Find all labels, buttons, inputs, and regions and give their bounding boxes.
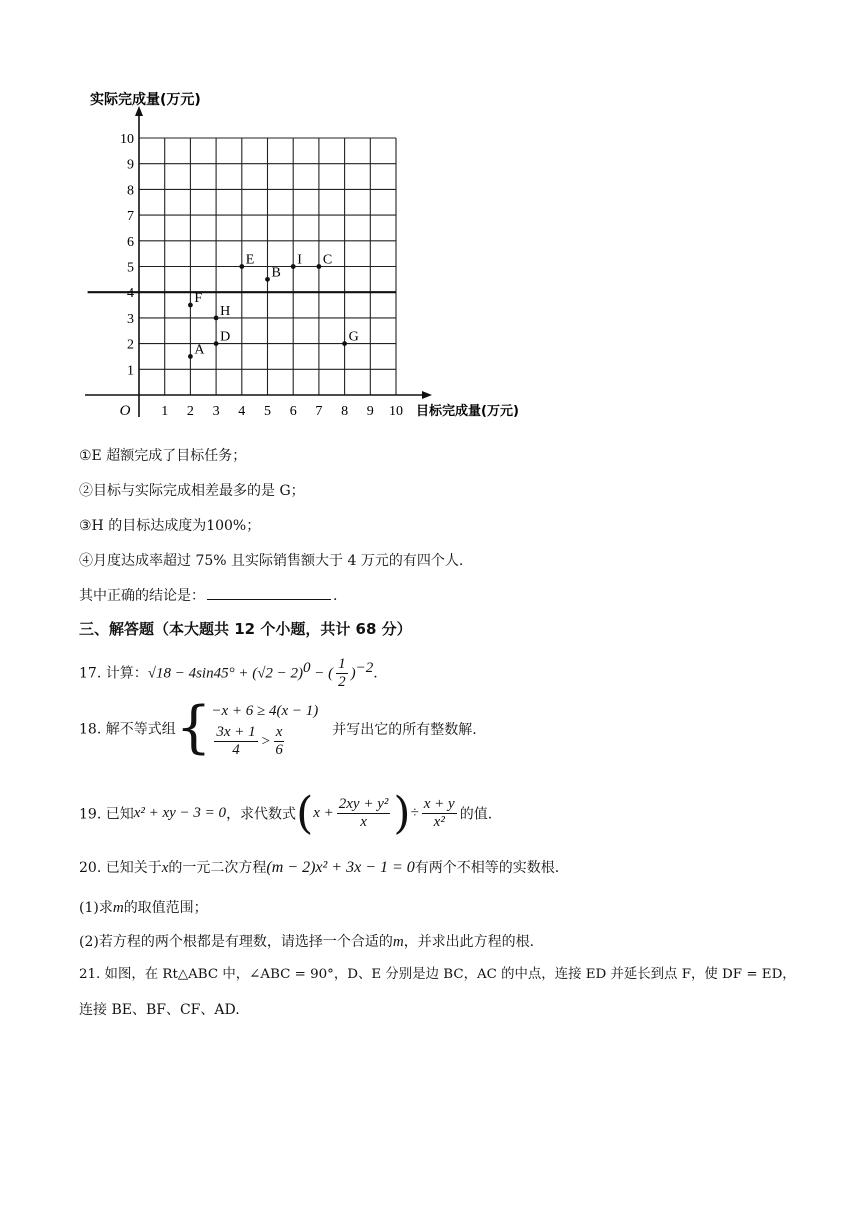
question-18 bbox=[79, 695, 477, 761]
point-label: A bbox=[194, 342, 205, 358]
q18-row2-num: 3x + 1 bbox=[216, 724, 256, 740]
data-point bbox=[214, 316, 219, 321]
q17-expr-a: √18 − 4sin45° + (√2 − 2) bbox=[147, 665, 304, 682]
q20-mid: 的一元二次方程 bbox=[168, 860, 267, 876]
q18-row2-rnum: x bbox=[275, 724, 283, 740]
q18-row2-rfrac bbox=[274, 724, 285, 759]
q18-prefix: 18. 解不等式组 bbox=[79, 721, 176, 738]
y-tick-label: 2 bbox=[127, 337, 134, 353]
y-tick-label: 1 bbox=[127, 363, 134, 379]
point-label: C bbox=[322, 252, 333, 268]
x-tick-label: 9 bbox=[366, 404, 374, 419]
q17-fraction bbox=[336, 656, 348, 691]
q17-minus: − ( bbox=[310, 665, 334, 682]
data-point bbox=[265, 277, 270, 282]
data-point bbox=[291, 264, 296, 269]
x-tick-label: 3 bbox=[212, 404, 220, 419]
q18-suffix: 并写出它的所有整数解. bbox=[332, 721, 477, 738]
statement-4: ④月度达成率超过 75% 且实际销售额大于 4 万元的有四个人. bbox=[79, 553, 464, 569]
question-20-part-2 bbox=[79, 932, 534, 952]
x-tick-label: 6 bbox=[289, 404, 297, 419]
data-point bbox=[214, 341, 219, 346]
q20-p1-suffix: 的取值范围； bbox=[123, 900, 208, 916]
q20-p1: (1)求 bbox=[79, 900, 113, 916]
q19-prefix: 19. 已知 bbox=[79, 806, 134, 823]
statement-2: ②目标与实际完成相差最多的是 G； bbox=[79, 483, 305, 499]
answer-blank[interactable] bbox=[207, 585, 331, 600]
data-point bbox=[239, 264, 244, 269]
q20-p1-var: m bbox=[112, 900, 124, 916]
q19-x-plus: x + bbox=[313, 805, 334, 821]
q18-row2-den: 4 bbox=[232, 742, 240, 758]
q17-den: 2 bbox=[338, 674, 346, 690]
q19-f2-num: x + y bbox=[423, 796, 455, 812]
y-tick-label: 9 bbox=[127, 157, 134, 173]
y-tick-label: 7 bbox=[127, 209, 134, 225]
q20-prefix: 20. 已知关于 bbox=[79, 860, 162, 876]
q17-num: 1 bbox=[338, 656, 346, 672]
origin-label: O bbox=[119, 403, 131, 419]
q18-row2 bbox=[211, 724, 318, 759]
q18-row2-rden: 6 bbox=[275, 742, 283, 758]
q19-f2-den: x² bbox=[433, 814, 445, 830]
point-label: F bbox=[194, 291, 203, 307]
q19-rparen: ) bbox=[393, 788, 411, 839]
x-axis-arrow bbox=[422, 391, 432, 399]
point-label: D bbox=[220, 329, 231, 345]
q20-equation: (m − 2)x² + 3x − 1 = 0 bbox=[266, 859, 415, 876]
x-tick-label: 7 bbox=[315, 404, 323, 419]
q18-row2-gt: > bbox=[260, 733, 271, 750]
q20-var-x: x bbox=[161, 860, 169, 876]
x-tick-label: 10 bbox=[389, 404, 403, 419]
section-3-heading: 三、解答题（本大题共 12 个小题，共计 68 分） bbox=[79, 620, 412, 638]
conclusion-prefix: 其中正确的结论是： bbox=[79, 588, 205, 604]
point-label: I bbox=[297, 252, 302, 268]
q20-p2-suffix: ，并求出此方程的根. bbox=[403, 934, 535, 950]
point-label: E bbox=[245, 252, 255, 268]
point-label: H bbox=[220, 303, 231, 319]
chart bbox=[78, 82, 548, 427]
q19-frac2 bbox=[422, 796, 457, 831]
y-tick-label: 5 bbox=[127, 260, 134, 276]
data-point bbox=[188, 354, 193, 359]
q18-row1: −x + 6 ≥ 4(x − 1) bbox=[211, 703, 319, 719]
x-tick-label: 4 bbox=[238, 404, 246, 419]
conclusion-suffix: . bbox=[333, 588, 338, 604]
chart-svg bbox=[78, 82, 548, 427]
q19-f1-num: 2xy + y² bbox=[338, 796, 389, 812]
y-tick-label: 6 bbox=[127, 234, 134, 250]
question-21-line-1: 21. 如图，在 Rt△ABC 中，∠ABC = 90°，D、E 分别是边 BC，AC 的中点，连接 ED 并延长到点 F，使 DF = ED， bbox=[79, 967, 796, 982]
y-tick-label: 8 bbox=[127, 183, 134, 199]
q17-end: . bbox=[373, 665, 378, 682]
q18-row2-lfrac bbox=[214, 724, 257, 759]
question-19 bbox=[79, 788, 492, 839]
x-tick-label: 2 bbox=[186, 404, 194, 419]
q17-exp0: 0 bbox=[303, 659, 311, 676]
q19-f1-den: x bbox=[360, 814, 367, 830]
x-axis-title: 目标完成量(万元) bbox=[416, 404, 519, 419]
q19-lparen: ( bbox=[296, 788, 314, 839]
statement-1: ①E 超额完成了目标任务； bbox=[79, 448, 247, 464]
y-axis-title: 实际完成量(万元) bbox=[90, 92, 201, 108]
q18-system bbox=[211, 698, 318, 759]
x-tick-label: 1 bbox=[161, 404, 169, 419]
question-21-line-2: 连接 BE、BF、CF、AD. bbox=[79, 1002, 240, 1018]
point-label: B bbox=[271, 265, 281, 281]
statement-3: ③H 的目标达成度为100%； bbox=[79, 518, 261, 534]
q17-prefix: 17. 计算： bbox=[79, 665, 148, 682]
q19-div: ÷ bbox=[410, 805, 419, 821]
data-point bbox=[342, 341, 347, 346]
conclusion-line bbox=[79, 585, 337, 606]
q17-close: ) bbox=[350, 665, 356, 682]
y-tick-label: 10 bbox=[120, 132, 134, 147]
q19-mid: ，求代数式 bbox=[226, 806, 297, 823]
q19-frac1 bbox=[337, 796, 391, 831]
q17-exp-m2: −2 bbox=[355, 659, 374, 676]
data-point bbox=[317, 264, 322, 269]
point-label: G bbox=[348, 329, 359, 345]
question-20-part-1 bbox=[79, 898, 208, 918]
q19-cond: x² + xy − 3 = 0 bbox=[133, 805, 227, 821]
q20-suffix: 有两个不相等的实数根. bbox=[414, 860, 560, 876]
q20-p2-var: m bbox=[392, 934, 404, 950]
data-point bbox=[188, 303, 193, 308]
y-tick-label: 4 bbox=[127, 286, 134, 302]
q18-brace: { bbox=[175, 695, 212, 761]
x-tick-label: 8 bbox=[341, 404, 349, 419]
question-17 bbox=[79, 656, 378, 691]
question-20 bbox=[79, 858, 559, 878]
y-tick-label: 3 bbox=[127, 311, 134, 327]
q20-p2: (2)若方程的两个根都是有理数，请选择一个合适的 bbox=[79, 934, 393, 950]
q19-suffix: 的值. bbox=[459, 806, 493, 823]
x-tick-label: 5 bbox=[264, 404, 271, 419]
